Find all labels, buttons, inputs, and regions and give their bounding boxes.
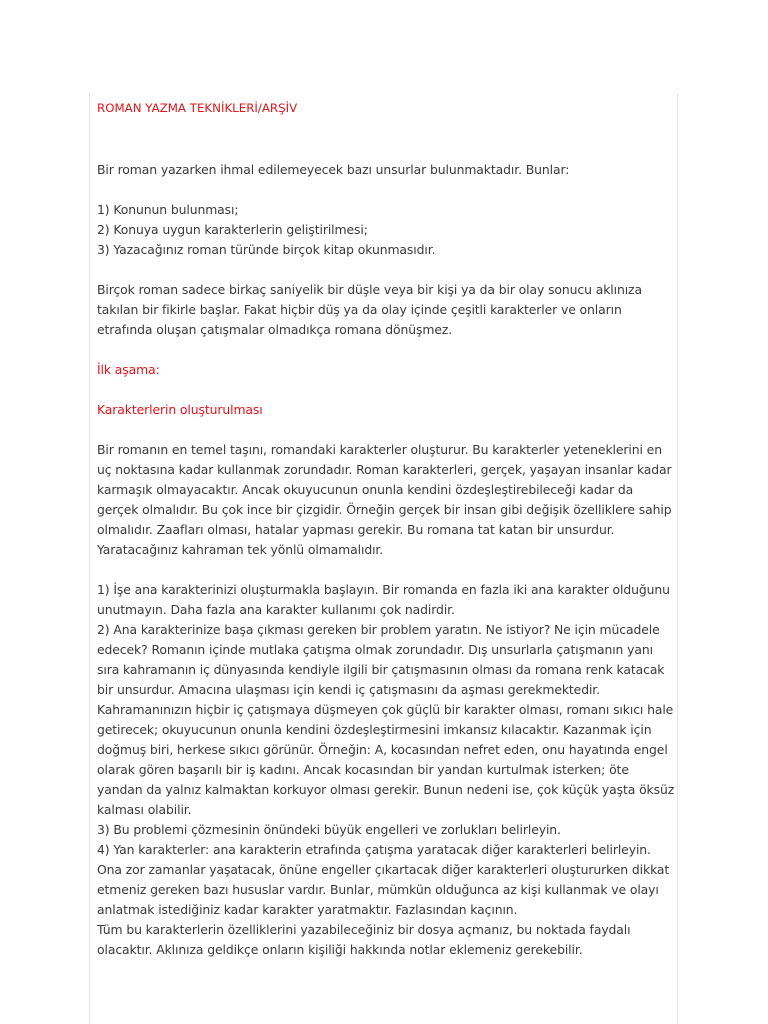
- list-item: 2) Konuya uygun karakterlerin geliştirilmesi;: [97, 222, 368, 237]
- intro-paragraph: Bir roman yazarken ihmal edilemeyecek bazı unsurlar bulunmaktadır. Bunlar:: [97, 162, 570, 177]
- section-heading: İlk aşama:: [97, 362, 160, 377]
- step-item: 2) Ana karakterinize başa çıkması gereken bir problem yaratın. Ne istiyor? Ne için mücadele edecek? Romanın içinde mutlaka çatışma olmak zorundadır. Dış unsurlarla çatışmanın yanı sıra kahramanın iç dünyasında kendiyle ilgili bir çatışmasının olması da romana renk katacak bir unsurdur. Amacına ulaşması için kendi iç çatışmasını da aşması gerekmektedir. Kahramanınızın hiçbir iç çatışmaya düşmeyen çok güçlü bir karakter olması, romanı sıkıcı hale getirecek; okuyucunun onunla kendini özdeşleştirmesini imkansız kılacaktır. Kazanmak için doğmuş biri, herkese sıkıcı görünür. Örneğin: A, kocasından nefret eden, onu hayatında engel olarak gören başarılı bir iş kadını. Ancak kocasından bir yandan kurtulmak isterken; öte yandan da yalnız kalmaktan korkuyor olması gerekir. Bunun nedeni ise, çok küçük yaşta öksüz kalması olabilir.: [97, 622, 675, 817]
- document-page: [89, 0, 677, 1024]
- list-item: 1) Konunun bulunması;: [97, 202, 239, 217]
- paragraph-1: Birçok roman sadece birkaç saniyelik bir düşle veya bir kişi ya da bir olay sonucu aklınıza takılan bir fikirle başlar. Fakat hiçbir düş ya da olay içinde çeşitli karakterler ve onların etrafında oluşan çatışmalar olmadıkça romana dönüşmez.: [97, 282, 642, 337]
- steps-list: [97, 580, 675, 960]
- step-item: 1) İşe ana karakterinizi oluşturmakla başlayın. Bir romanda en fazla iki ana karakter olduğunu unutmayın. Daha fazla ana karakter kullanımı çok nadirdir.: [97, 582, 670, 617]
- step-item: 3) Bu problemi çözmesinin önündeki büyük engelleri ve zorlukları belirleyin.: [97, 822, 561, 837]
- page-border-left: [89, 93, 90, 1024]
- list-item: 3) Yazacağınız roman türünde birçok kitap okunmasıdır.: [97, 242, 436, 257]
- subheading: Karakterlerin oluşturulması: [97, 402, 263, 417]
- page-border-right: [677, 93, 678, 1024]
- document-content: [97, 98, 675, 960]
- closing-paragraph: Tüm bu karakterlerin özelliklerini yazabileceğiniz bir dosya açmanız, bu noktada faydalı olacaktır. Aklınıza geldikçe onların kişiliği hakkında notlar eklemeniz gerekebilir.: [97, 922, 631, 957]
- step-item: 4) Yan karakterler: ana karakterin etrafında çatışma yaratacak diğer karakterleri belirleyin. Ona zor zamanlar yaşatacak, önüne engeller çıkartacak diğer karakterleri oluştururken dikkat etmeniz gereken bazı hususlar vardır. Bunlar, mümkün olduğunca az kişi kullanmak ve olayı anlatmak istediğiniz kadar karakter yaratmaktır. Fazlasından kaçının.: [97, 842, 670, 917]
- document-title: ROMAN YAZMA TEKNİKLERİ/ARŞİV: [97, 101, 298, 115]
- paragraph-2: Bir romanın en temel taşını, romandaki karakterler oluşturur. Bu karakterler yeteneklerini en uç noktasına kadar kullanmak zorundadır. Roman karakterleri, gerçek, yaşayan insanlar kadar karmaşık olmayacaktır. Ancak okuyucunun onunla kendini özdeşleştirebileceği kadar da gerçek olmalıdır. Bu çok ince bir çizgidir. Örneğin gerçek bir insan gibi değişik özelliklere sahip olmalıdır. Zaafları olması, hatalar yapması gerekir. Bu romana tat katan bir unsurdur. Yaratacağınız kahraman tek yönlü olmamalıdır.: [97, 442, 672, 557]
- requirements-list: [97, 200, 675, 260]
